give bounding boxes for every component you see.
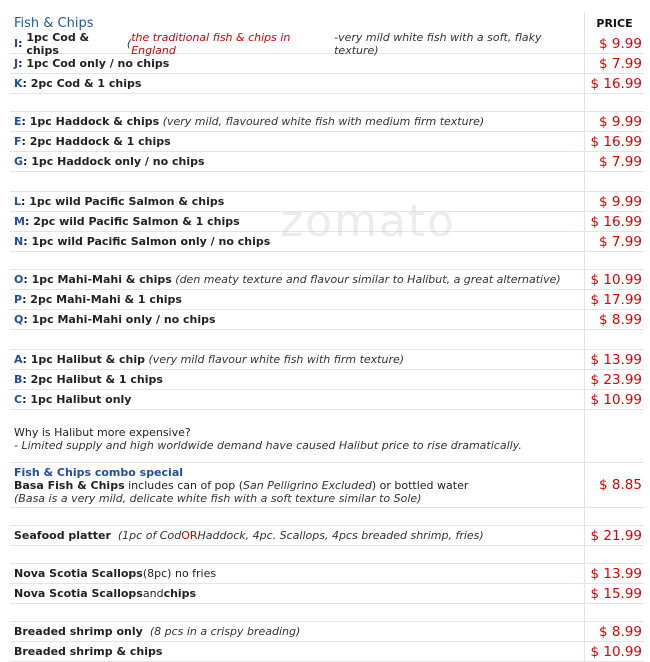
item-name: 1pc Cod & chips	[26, 30, 90, 57]
menu-title: Fish & Chips	[14, 15, 94, 31]
menu-item-N: N : 1pc wild Pacific Salmon only / no chips $ 7.99	[10, 232, 644, 252]
scallops-price: $ 15.99	[584, 584, 644, 603]
item-code: C	[14, 393, 23, 406]
shrimp-name: Breaded shrimp only	[14, 625, 143, 638]
item-price: $ 13.99	[584, 350, 644, 369]
item-code: F	[14, 135, 22, 148]
menu-table	[10, 12, 644, 662]
menu-item-P: P : 2pc Mahi-Mahi & 1 chips $ 17.99	[10, 290, 644, 310]
shrimp-price: $ 8.99	[584, 622, 644, 641]
combo-price: $ 8.85	[584, 463, 644, 507]
item-desc-open: (	[126, 37, 132, 50]
item-name: 1pc Mahi-Mahi only / no chips	[31, 313, 216, 326]
menu-item-L: L : 1pc wild Pacific Salmon & chips $ 9.99	[10, 192, 644, 212]
halibut-note-question: Why is Halibut more expensive?	[14, 426, 191, 439]
item-code: G	[14, 155, 24, 168]
combo-line1-italic: San Pelligrino Excluded	[243, 478, 372, 492]
menu-item-Q: Q : 1pc Mahi-Mahi only / no chips $ 8.99	[10, 310, 644, 330]
platter-desc-or: OR	[181, 529, 198, 542]
item-desc-highlight: the traditional fish & chips in England	[131, 30, 291, 57]
scallops-row-1	[10, 564, 644, 584]
item-desc: (very mild flavour white fish with firm texture)	[148, 353, 405, 366]
menu-item-B: B : 2pc Halibut & 1 chips $ 23.99	[10, 370, 644, 390]
menu-item-M: M : 2pc wild Pacific Salmon & 1 chips $ 16.99	[10, 212, 644, 232]
halibut-note-row	[10, 410, 644, 463]
price-column-header: PRICE	[584, 12, 644, 34]
spacer-row	[10, 94, 644, 112]
item-code: K	[14, 77, 23, 90]
item-name: 1pc Mahi-Mahi & chips	[31, 273, 172, 286]
menu-item-E: E : 1pc Haddock & chips (very mild, flavoured white fish with medium firm texture) $ 9.99	[10, 112, 644, 132]
spacer-row	[10, 604, 644, 622]
item-name: 1pc wild Pacific Salmon only / no chips	[31, 235, 271, 248]
combo-line1-mid: includes can of pop (	[124, 478, 244, 492]
item-code: J	[14, 57, 19, 70]
menu-item-F: F : 2pc Haddock & 1 chips $ 16.99	[10, 132, 644, 152]
menu-item-J: J : 1pc Cod only / no chips $ 7.99	[10, 54, 644, 74]
item-name: 2pc Haddock & 1 chips	[29, 135, 171, 148]
scallops-name: Nova Scotia Scallops	[14, 567, 143, 580]
item-code: E	[14, 115, 22, 128]
item-price: $ 7.99	[584, 152, 644, 171]
item-price: $ 9.99	[584, 112, 644, 131]
shrimp-name: Breaded shrimp & chips	[14, 645, 163, 658]
combo-line-1	[14, 479, 468, 492]
combo-row	[10, 463, 644, 508]
item-price: $ 9.99	[584, 192, 644, 211]
spacer-row	[10, 252, 644, 270]
menu-item-I: I : 1pc Cod & chips ( the traditional fish & chips in England -very mild white fish with a soft, flaky texture) $ 9.99	[10, 34, 644, 54]
item-price: $ 17.99	[584, 290, 644, 309]
item-name: 2pc Mahi-Mahi & 1 chips	[30, 293, 182, 306]
item-price: $ 7.99	[584, 232, 644, 251]
item-name: 1pc Haddock only / no chips	[31, 155, 205, 168]
platter-desc-post: Haddock, 4pc. Scallops, 4pcs breaded shrimp, fries)	[197, 529, 484, 542]
item-code: M	[14, 215, 25, 228]
item-code: L	[14, 195, 22, 208]
item-price: $ 9.99	[584, 34, 644, 53]
menu-item-O: O : 1pc Mahi-Mahi & chips (den meaty texture and flavour similar to Halibut, a great alternative) $ 10.99	[10, 270, 644, 290]
menu-item-G: G : 1pc Haddock only / no chips $ 7.99	[10, 152, 644, 172]
item-name: 2pc Cod & 1 chips	[30, 77, 142, 90]
menu-item-A: A : 1pc Halibut & chip (very mild flavour white fish with firm texture) $ 13.99	[10, 350, 644, 370]
spacer-row	[10, 508, 644, 526]
combo-name: Basa Fish & Chips	[14, 478, 125, 492]
item-code: Q	[14, 313, 24, 326]
item-name: 1pc Cod only / no chips	[26, 57, 170, 70]
item-desc: (very mild, flavoured white fish with medium firm texture)	[162, 115, 485, 128]
item-price: $ 16.99	[584, 74, 644, 93]
item-name: 1pc wild Pacific Salmon & chips	[29, 195, 225, 208]
item-desc: (den meaty texture and flavour similar to Halibut, a great alternative)	[175, 273, 561, 286]
item-name: 1pc Haddock & chips	[29, 115, 160, 128]
item-desc-rest: -very mild white fish with a soft, flaky texture)	[334, 30, 542, 57]
item-code: A	[14, 353, 23, 366]
combo-line1-end: ) or bottled water	[371, 478, 469, 492]
item-name: 1pc Halibut only	[30, 393, 132, 406]
item-code: I	[14, 37, 19, 50]
shrimp-desc: (8 pcs in a crispy breading)	[149, 625, 301, 638]
item-price: $ 8.99	[584, 310, 644, 329]
item-code: B	[14, 373, 23, 386]
combo-line-2: (Basa is a very mild, delicate white fish with a soft texture similar to Sole)	[14, 491, 422, 505]
item-name: 2pc Halibut & 1 chips	[30, 373, 163, 386]
item-name: 2pc wild Pacific Salmon & 1 chips	[33, 215, 240, 228]
seafood-platter-row	[10, 526, 644, 546]
item-price: $ 10.99	[584, 270, 644, 289]
scallops-desc: (8pc) no fries	[142, 567, 217, 580]
watermark-logo: zomato	[280, 196, 457, 247]
item-price: $ 16.99	[584, 132, 644, 151]
menu-item-K: K : 2pc Cod & 1 chips $ 16.99	[10, 74, 644, 94]
platter-name: Seafood platter	[14, 529, 111, 542]
item-code: N	[14, 235, 24, 248]
shrimp-row-2	[10, 642, 644, 662]
scallops-price: $ 13.99	[584, 564, 644, 583]
halibut-note-answer: - Limited supply and high worldwide demand have caused Halibut price to rise dramatically.	[14, 439, 522, 452]
scallops-mid: and	[142, 587, 164, 600]
item-code: O	[14, 273, 24, 286]
scallops-name2: chips	[163, 587, 197, 600]
scallops-name: Nova Scotia Scallops	[14, 587, 143, 600]
item-price: $ 16.99	[584, 212, 644, 231]
item-price: $ 10.99	[584, 390, 644, 409]
platter-price: $ 21.99	[584, 526, 644, 545]
combo-title: Fish & Chips combo special	[14, 465, 184, 479]
menu-item-C: C : 1pc Halibut only $ 10.99	[10, 390, 644, 410]
platter-desc-pre: (1pc of Cod	[117, 529, 182, 542]
spacer-row	[10, 546, 644, 564]
item-price: $ 7.99	[584, 54, 644, 73]
spacer-row	[10, 330, 644, 350]
shrimp-price: $ 10.99	[584, 642, 644, 661]
item-price: $ 23.99	[584, 370, 644, 389]
item-name: 1pc Halibut & chip	[30, 353, 146, 366]
item-code: P	[14, 293, 23, 306]
shrimp-row-1	[10, 622, 644, 642]
spacer-row	[10, 172, 644, 192]
scallops-row-2	[10, 584, 644, 604]
